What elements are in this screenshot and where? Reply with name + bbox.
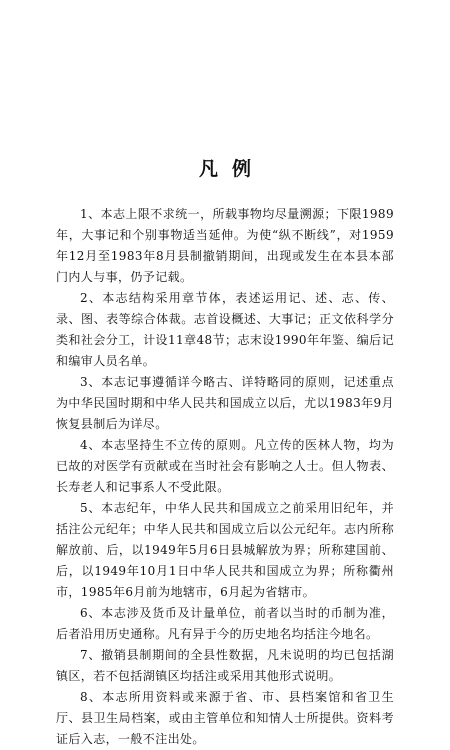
page-title: 凡例: [198, 158, 265, 180]
paragraph: 1、本志上限不求统一，所载事物均尽量溯源；下限1989年，大事记和个别事物适当延伸。为使“纵不断线”，对1959年12月至1983年8月县制撤销期间，出现或发生在本县本部门内人与事，仍予记载。: [56, 207, 394, 284]
paragraph: 4、本志坚持生不立传的原则。凡立传的医林人物，均为已故的对医学有贡献或在当时社会有影响之人士。但人物表、长寿老人和记事系人不受此限。: [56, 438, 394, 494]
paragraph: 6、本志涉及货币及计量单位，前者以当时的币制为准，后者沿用历史通称。凡有异于今的历史地名均括注今地名。: [56, 606, 394, 641]
paragraph: 2、本志结构采用章节体，表述运用记、述、志、传、录、图、表等综合体裁。志首设概述、大事记；正文依科学分类和社会分工，计设11章48节；志末设1990年年鉴、编后记和编审人员名单。: [56, 291, 394, 368]
paragraph: 8、本志所用资料或来源于省、市、县档案馆和省卫生厅、县卫生局档案，或由主管单位和知情人士所提供。资料考证后入志，一般不注出处。: [56, 690, 394, 746]
paragraph: 7、撤销县制期间的全县性数据，凡未说明的均已包括湖镇区，若不包括湖镇区均括注或采用其他形式说明。: [56, 648, 394, 683]
content-body: [56, 204, 394, 750]
paragraph: 3、本志记事遵循详今略古、详特略同的原则，记述重点为中华民国时期和中华人民共和国成立以后，尤以1983年9月恢复县制后为详尽。: [56, 375, 394, 431]
paragraph: 5、本志纪年，中华人民共和国成立之前采用旧纪年，并括注公元纪年；中华人民共和国成立后以公元纪年。志内所称解放前、后，以1949年5月6日县城解放为界；所称建国前、后，以1949年10月1日中华人民共和国成立为界；所称衢州市，1985年6月前为地辖市，6月起为省辖市。: [56, 501, 394, 599]
